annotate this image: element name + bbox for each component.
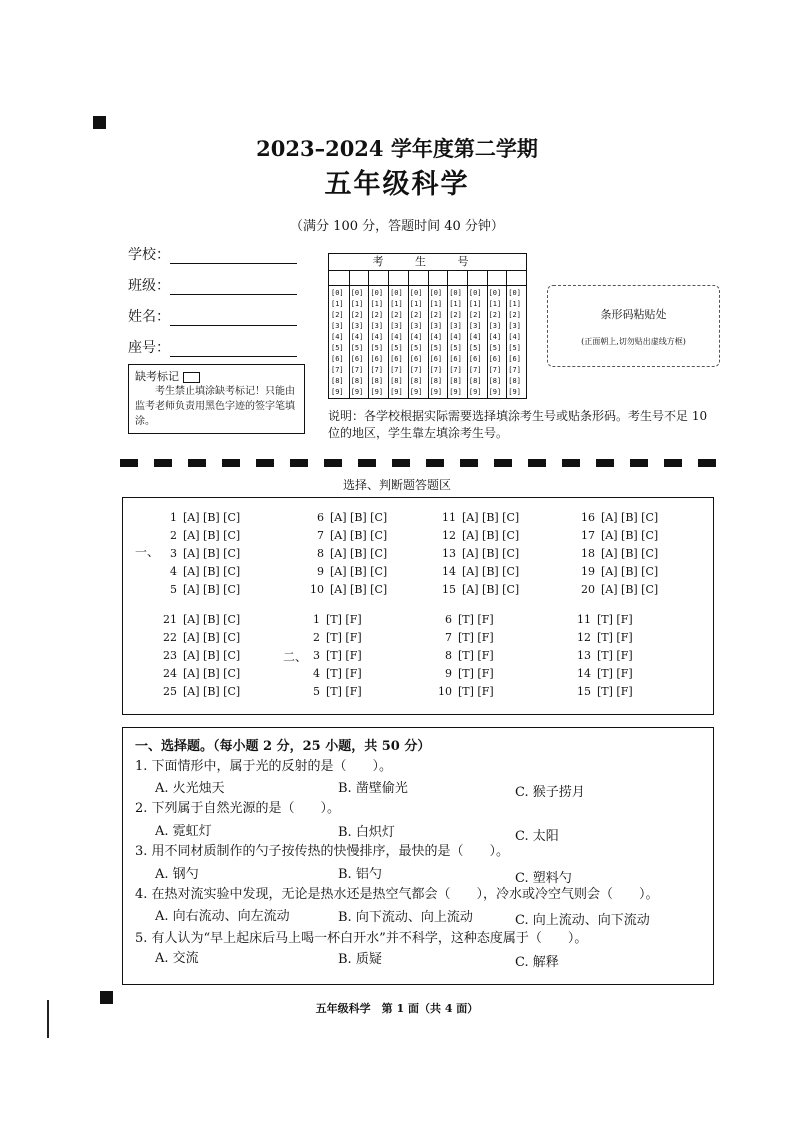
digit-bubble[interactable]: [3] — [488, 322, 502, 330]
answer-options[interactable]: [A] [B] [C] — [462, 547, 520, 560]
question-number: 4 — [170, 565, 177, 578]
part1-label: 一、 — [135, 545, 160, 559]
digit-bubble[interactable]: [5] — [468, 344, 482, 352]
question-3: 3. 用不同材质制作的勺子按传热的快慢排序，最快的是（ ）。 — [135, 844, 510, 859]
cut-dash — [188, 459, 206, 467]
answer-options[interactable]: [T] [F] — [458, 631, 494, 644]
question-number: 17 — [581, 529, 595, 542]
digit-bubble[interactable]: [0] — [429, 289, 443, 297]
digit-bubble[interactable]: [6] — [331, 355, 344, 363]
question-number: 15 — [442, 583, 456, 596]
digit-bubble[interactable]: [3] — [449, 322, 462, 330]
q1-option-c: C. 猴子捞月 — [515, 785, 585, 800]
answer-options[interactable]: [A] [B] [C] — [183, 649, 241, 662]
answer-options[interactable]: [A] [B] [C] — [330, 565, 388, 578]
question-1: 1. 下面情形中，属于光的反射的是（ ）。 — [135, 759, 393, 774]
answer-options[interactable]: [A] [B] [C] — [330, 547, 388, 560]
digit-bubble[interactable]: [9] — [449, 388, 462, 396]
true-false-answer-row[interactable] — [577, 667, 633, 680]
q5-option-a: A. 交流 — [155, 951, 199, 966]
question-number: 14 — [577, 667, 591, 680]
q1-option-a: A. 火光烛天 — [155, 781, 225, 796]
answer-options[interactable]: [T] [F] — [597, 667, 633, 680]
digit-bubble[interactable]: [8] — [429, 377, 443, 385]
answer-options[interactable]: [A] [B] [C] — [462, 529, 520, 542]
year-title: 2023–2024 学年度第二学期 — [256, 136, 538, 161]
cut-dash — [698, 459, 716, 467]
true-false-answer-row[interactable] — [577, 685, 633, 698]
q2-option-c: C. 太阳 — [515, 829, 559, 844]
question-number: 1 — [170, 511, 177, 524]
question-number: 8 — [317, 547, 324, 560]
digit-bubble[interactable]: [7] — [370, 366, 384, 374]
digit-bubble[interactable]: [0] — [331, 289, 344, 297]
answer-options[interactable]: [T] [F] — [326, 649, 362, 662]
digit-bubble[interactable]: [7] — [449, 366, 462, 374]
q3-option-a: A. 钢勺 — [155, 867, 199, 882]
choice-answer-row[interactable] — [159, 511, 240, 524]
digit-bubble[interactable]: [2] — [350, 311, 364, 319]
q4-option-a: A. 向右流动、向左流动 — [155, 909, 290, 924]
question-number: 2 — [313, 631, 320, 644]
answer-options[interactable]: [A] [B] [C] — [183, 511, 241, 524]
digit-bubble[interactable]: [1] — [409, 300, 423, 308]
grid-divider — [428, 270, 429, 398]
answer-options[interactable]: [A] [B] [C] — [183, 667, 241, 680]
digit-bubble[interactable]: [4] — [468, 333, 482, 341]
question-number: 7 — [445, 631, 452, 644]
digit-bubble[interactable]: [0] — [449, 289, 462, 297]
barcode-hint: (正面朝上,切勿贴出虚线方框) — [581, 337, 686, 346]
true-false-answer-row[interactable] — [438, 613, 494, 626]
grid-divider — [408, 270, 409, 398]
digit-bubble[interactable]: [3] — [390, 322, 403, 330]
question-5: 5. 有人认为“早上起床后马上喝一杯白开水”并不科学，这种态度属于（ ）。 — [135, 931, 588, 946]
answer-options[interactable]: [A] [B] [C] — [183, 529, 241, 542]
digit-bubble[interactable]: [0] — [350, 289, 364, 297]
digit-bubble[interactable]: [2] — [409, 311, 423, 319]
answer-options[interactable]: [T] [F] — [326, 613, 362, 626]
digit-bubble[interactable]: [6] — [508, 355, 521, 363]
digit-bubble[interactable]: [8] — [370, 377, 384, 385]
digit-bubble[interactable]: [0] — [468, 289, 482, 297]
question-number: 3 — [313, 649, 320, 662]
digit-bubble[interactable]: [9] — [390, 388, 403, 396]
question-number: 21 — [163, 613, 177, 626]
digit-bubble[interactable]: [4] — [331, 333, 344, 341]
cut-dash — [120, 459, 138, 467]
digit-bubble[interactable]: [2] — [390, 311, 403, 319]
true-false-answer-row[interactable] — [577, 649, 633, 662]
answer-options[interactable]: [T] [F] — [597, 631, 633, 644]
digit-bubble[interactable]: [1] — [331, 300, 344, 308]
section-title: 一、选择题。（每小题 2 分，25 小题，共 50 分） — [135, 739, 431, 754]
question-number: 9 — [445, 667, 452, 680]
q1-option-b: B. 凿壁偷光 — [338, 781, 408, 796]
digit-bubble[interactable]: [8] — [409, 377, 423, 385]
choice-answer-row[interactable] — [438, 547, 519, 560]
digit-bubble[interactable]: [7] — [390, 366, 403, 374]
true-false-answer-row[interactable] — [438, 631, 494, 644]
question-number: 5 — [313, 685, 320, 698]
q4-option-c: C. 向上流动、向下流动 — [515, 913, 650, 928]
digit-bubble[interactable]: [9] — [508, 388, 521, 396]
digit-bubble[interactable]: [3] — [429, 322, 443, 330]
question-number: 16 — [581, 511, 595, 524]
digit-bubble[interactable]: [6] — [409, 355, 423, 363]
digit-bubble[interactable]: [0] — [508, 289, 521, 297]
cut-dash — [528, 459, 546, 467]
q5-option-c: C. 解释 — [515, 955, 559, 970]
registration-mark-top — [93, 116, 106, 129]
cut-dash — [664, 459, 682, 467]
choice-answer-row[interactable] — [159, 613, 240, 626]
cut-dash — [358, 459, 376, 467]
digit-bubble[interactable]: [6] — [350, 355, 364, 363]
digit-bubble[interactable]: [1] — [488, 300, 502, 308]
question-number: 10 — [310, 583, 324, 596]
question-number: 11 — [442, 511, 456, 524]
choice-answer-row[interactable] — [438, 529, 519, 542]
page-footer: 五年级科学 第 1 面（共 4 面） — [315, 1002, 479, 1015]
true-false-answer-row[interactable] — [306, 667, 362, 680]
answer-options[interactable]: [A] [B] [C] — [462, 583, 520, 596]
digit-bubble[interactable]: [6] — [429, 355, 443, 363]
class-field[interactable]: 班级： — [128, 275, 297, 295]
digit-bubble[interactable]: [4] — [409, 333, 423, 341]
true-false-answer-row[interactable] — [306, 649, 362, 662]
barcode-area — [547, 285, 720, 367]
digit-bubble[interactable]: [3] — [468, 322, 482, 330]
true-false-answer-row[interactable] — [438, 649, 494, 662]
answer-options[interactable]: [A] [B] [C] — [330, 511, 388, 524]
choice-answer-row[interactable] — [159, 631, 240, 644]
choice-answer-row[interactable] — [306, 529, 387, 542]
question-number: 22 — [163, 631, 177, 644]
digit-bubble[interactable]: [2] — [488, 311, 502, 319]
answer-options[interactable]: [A] [B] [C] — [601, 565, 659, 578]
choice-answer-row[interactable] — [577, 529, 658, 542]
digit-bubble[interactable]: [3] — [370, 322, 384, 330]
choice-answer-row[interactable] — [438, 583, 519, 596]
answer-options[interactable]: [A] [B] [C] — [183, 565, 241, 578]
question-area — [122, 727, 714, 985]
digit-bubble[interactable]: [1] — [390, 300, 403, 308]
question-number: 13 — [442, 547, 456, 560]
digit-bubble[interactable]: [5] — [508, 344, 521, 352]
choice-answer-row[interactable] — [306, 565, 387, 578]
answer-options[interactable]: [T] [F] — [326, 667, 362, 680]
cut-dash — [562, 459, 580, 467]
digit-bubble[interactable]: [4] — [370, 333, 384, 341]
answer-area-title: 选择、判断题答题区 — [342, 478, 451, 492]
absent-note: 考生禁止填涂缺考标记！只能由监考老师负责用黑色字迹的签字笔填涂。 — [135, 386, 295, 427]
true-false-answer-row[interactable] — [306, 685, 362, 698]
question-number: 13 — [577, 649, 591, 662]
true-false-answer-row[interactable] — [577, 613, 633, 626]
answer-options[interactable]: [A] [B] [C] — [330, 583, 388, 596]
digit-bubble[interactable]: [8] — [350, 377, 364, 385]
answer-options[interactable]: [A] [B] [C] — [601, 547, 659, 560]
question-number: 5 — [170, 583, 177, 596]
q2-option-a: A. 霓虹灯 — [155, 824, 212, 839]
question-number: 18 — [581, 547, 595, 560]
question-number: 6 — [445, 613, 452, 626]
choice-answer-row[interactable] — [159, 547, 240, 560]
question-number: 24 — [163, 667, 177, 680]
digit-bubble[interactable]: [0] — [488, 289, 502, 297]
digit-bubble[interactable]: [2] — [370, 311, 384, 319]
exam-number-title: 考 生 号 — [329, 254, 526, 271]
grid-divider — [467, 270, 468, 398]
school-field[interactable]: 学校： — [128, 244, 297, 264]
grid-divider — [349, 270, 350, 398]
true-false-answer-row[interactable] — [438, 667, 494, 680]
digit-bubble[interactable]: [0] — [390, 289, 403, 297]
question-number: 19 — [581, 565, 595, 578]
question-number: 1 — [313, 613, 320, 626]
choice-answer-row[interactable] — [159, 529, 240, 542]
answer-options[interactable]: [A] [B] [C] — [183, 613, 241, 626]
answer-options[interactable]: [A] [B] [C] — [183, 547, 241, 560]
digit-bubble[interactable]: [8] — [331, 377, 344, 385]
digit-bubble[interactable]: [8] — [390, 377, 403, 385]
digit-bubble[interactable]: [9] — [370, 388, 384, 396]
digit-bubble[interactable]: [1] — [508, 300, 521, 308]
digit-bubble[interactable]: [9] — [488, 388, 502, 396]
choice-answer-row[interactable] — [306, 583, 387, 596]
seat-field[interactable]: 座号： — [128, 337, 297, 357]
digit-bubble[interactable]: [4] — [390, 333, 403, 341]
answer-options[interactable]: [A] [B] [C] — [601, 511, 659, 524]
digit-bubble[interactable]: [3] — [508, 322, 521, 330]
answer-options[interactable]: [T] [F] — [458, 613, 494, 626]
q5-option-b: B. 质疑 — [338, 952, 382, 967]
choice-answer-row[interactable] — [306, 547, 387, 560]
digit-bubble[interactable]: [7] — [350, 366, 364, 374]
question-number: 4 — [313, 667, 320, 680]
digit-bubble[interactable]: [4] — [508, 333, 521, 341]
answer-options[interactable]: [T] [F] — [597, 649, 633, 662]
digit-bubble[interactable]: [2] — [468, 311, 482, 319]
grid-divider — [368, 270, 369, 398]
choice-answer-row[interactable] — [577, 565, 658, 578]
true-false-answer-row[interactable] — [438, 685, 494, 698]
choice-answer-row[interactable] — [159, 649, 240, 662]
choice-answer-row[interactable] — [438, 565, 519, 578]
cut-dash — [596, 459, 614, 467]
digit-bubble[interactable]: [4] — [488, 333, 502, 341]
cut-dash — [324, 459, 342, 467]
digit-bubble[interactable]: [1] — [370, 300, 384, 308]
digit-bubble[interactable]: [2] — [508, 311, 521, 319]
digit-bubble[interactable]: [5] — [429, 344, 443, 352]
choice-answer-row[interactable] — [159, 667, 240, 680]
digit-bubble[interactable]: [6] — [449, 355, 462, 363]
digit-bubble[interactable]: [5] — [409, 344, 423, 352]
digit-bubble[interactable]: [5] — [488, 344, 502, 352]
digit-bubble[interactable]: [8] — [468, 377, 482, 385]
digit-bubble[interactable]: [4] — [429, 333, 443, 341]
answer-options[interactable]: [T] [F] — [458, 685, 494, 698]
answer-options[interactable]: [T] [F] — [326, 685, 362, 698]
question-number: 23 — [163, 649, 177, 662]
digit-bubble[interactable]: [9] — [429, 388, 443, 396]
choice-answer-row[interactable] — [577, 547, 658, 560]
choice-answer-row[interactable] — [159, 685, 240, 698]
true-false-answer-row[interactable] — [577, 631, 633, 644]
grid-divider — [506, 270, 507, 398]
true-false-answer-row[interactable] — [306, 613, 362, 626]
digit-bubble[interactable]: [9] — [409, 388, 423, 396]
choice-answer-row[interactable] — [577, 583, 658, 596]
digit-bubble[interactable]: [2] — [429, 311, 443, 319]
name-field[interactable]: 姓名： — [128, 306, 297, 326]
answer-options[interactable]: [A] [B] [C] — [330, 529, 388, 542]
digit-bubble[interactable]: [6] — [370, 355, 384, 363]
question-number: 10 — [438, 685, 452, 698]
question-number: 14 — [442, 565, 456, 578]
digit-bubble[interactable]: [3] — [350, 322, 364, 330]
digit-bubble[interactable]: [6] — [488, 355, 502, 363]
cut-dash — [392, 459, 410, 467]
exam-number-grid[interactable] — [328, 253, 527, 399]
cut-dash — [460, 459, 478, 467]
digit-bubble[interactable]: [5] — [390, 344, 403, 352]
question-number: 8 — [445, 649, 452, 662]
question-number: 9 — [317, 565, 324, 578]
digit-bubble[interactable]: [1] — [449, 300, 462, 308]
digit-bubble[interactable]: [8] — [508, 377, 521, 385]
digit-bubble[interactable]: [1] — [429, 300, 443, 308]
question-number: 12 — [442, 529, 456, 542]
part2-label: 二、 — [283, 650, 308, 664]
answer-options[interactable]: [T] [F] — [597, 685, 633, 698]
answer-options[interactable]: [A] [B] [C] — [601, 529, 659, 542]
grid-divider — [447, 270, 448, 398]
digit-bubble[interactable]: [4] — [449, 333, 462, 341]
answer-options[interactable]: [A] [B] [C] — [183, 583, 241, 596]
question-4: 4. 在热对流实验中发现，无论是热水还是热空气都会（ ），冷水或冷空气则会（ ）。 — [135, 887, 659, 902]
cut-dash — [256, 459, 274, 467]
q4-option-b: B. 向下流动、向上流动 — [338, 910, 473, 925]
answer-options[interactable]: [A] [B] [C] — [462, 511, 520, 524]
question-number: 25 — [163, 685, 177, 698]
digit-bubble[interactable]: [7] — [488, 366, 502, 374]
choice-answer-row[interactable] — [306, 511, 387, 524]
answer-options[interactable]: [T] [F] — [458, 649, 494, 662]
choice-answer-row[interactable] — [159, 565, 240, 578]
digit-bubble[interactable]: [5] — [370, 344, 384, 352]
exam-info: （满分 100 分，答题时间 40 分钟） — [290, 219, 504, 234]
cut-dash — [426, 459, 444, 467]
choice-answer-row[interactable] — [438, 511, 519, 524]
question-number: 15 — [577, 685, 591, 698]
cut-dash — [154, 459, 172, 467]
question-number: 20 — [581, 583, 595, 596]
answer-options[interactable]: [A] [B] [C] — [183, 685, 241, 698]
digit-bubble[interactable]: [2] — [331, 311, 344, 319]
question-number: 7 — [317, 529, 324, 542]
digit-bubble[interactable]: [8] — [488, 377, 502, 385]
question-number: 12 — [577, 631, 591, 644]
question-2: 2. 下列属于自然光源的是（ ）。 — [135, 801, 341, 816]
digit-bubble[interactable]: [3] — [409, 322, 423, 330]
digit-bubble[interactable]: [7] — [468, 366, 482, 374]
absent-mark-box — [128, 364, 305, 434]
digit-bubble[interactable]: [0] — [370, 289, 384, 297]
digit-bubble[interactable]: [9] — [331, 388, 344, 396]
grid-divider — [487, 270, 488, 398]
subject-title: 五年级科学 — [324, 169, 470, 200]
answer-options[interactable]: [A] [B] [C] — [183, 631, 241, 644]
digit-bubble[interactable]: [1] — [350, 300, 364, 308]
digit-bubble[interactable]: [6] — [390, 355, 403, 363]
digit-bubble[interactable]: [7] — [409, 366, 423, 374]
digit-bubble[interactable]: [5] — [449, 344, 462, 352]
digit-bubble[interactable]: [8] — [449, 377, 462, 385]
answer-options[interactable]: [A] [B] [C] — [601, 583, 659, 596]
q2-option-b: B. 白炽灯 — [338, 825, 395, 840]
q3-option-c: C. 塑料勺 — [515, 871, 572, 886]
digit-bubble[interactable]: [9] — [350, 388, 364, 396]
answer-options[interactable]: [A] [B] [C] — [462, 565, 520, 578]
answer-options[interactable]: [T] [F] — [326, 631, 362, 644]
digit-bubble[interactable]: [1] — [468, 300, 482, 308]
question-number: 6 — [317, 511, 324, 524]
digit-bubble[interactable]: [5] — [331, 344, 344, 352]
digit-bubble[interactable]: [4] — [350, 333, 364, 341]
answer-sheet-area[interactable] — [122, 497, 714, 715]
digit-bubble[interactable]: [0] — [409, 289, 423, 297]
choice-answer-row[interactable] — [577, 511, 658, 524]
absent-mark-label: 缺考标记 — [135, 370, 179, 383]
digit-bubble[interactable]: [3] — [331, 322, 344, 330]
digit-bubble[interactable]: [6] — [468, 355, 482, 363]
digit-bubble[interactable]: [9] — [468, 388, 482, 396]
digit-bubble[interactable]: [7] — [429, 366, 443, 374]
question-number: 3 — [170, 547, 177, 560]
question-number: 11 — [577, 613, 591, 626]
answer-options[interactable]: [T] [F] — [597, 613, 633, 626]
grid-divider — [388, 270, 389, 398]
answer-options[interactable]: [T] [F] — [458, 667, 494, 680]
instruction-note: 说明：各学校根据实际需要选择填涂考生号或贴条形码。考生号不足 10 位的地区，学生靠左填涂考生号。 — [328, 409, 708, 440]
question-number: 2 — [170, 529, 177, 542]
q3-option-b: B. 铝勺 — [338, 867, 382, 882]
cut-dash — [222, 459, 240, 467]
cut-dash — [494, 459, 512, 467]
digit-bubble[interactable]: [2] — [449, 311, 462, 319]
absent-checkbox[interactable] — [183, 372, 200, 383]
cut-dash — [290, 459, 308, 467]
barcode-label: 条形码粘贴处 — [600, 308, 667, 321]
digit-bubble[interactable]: [5] — [350, 344, 364, 352]
digit-bubble[interactable]: [7] — [508, 366, 521, 374]
cut-dash — [630, 459, 648, 467]
choice-answer-row[interactable] — [159, 583, 240, 596]
digit-bubble[interactable]: [7] — [331, 366, 344, 374]
true-false-answer-row[interactable] — [306, 631, 362, 644]
